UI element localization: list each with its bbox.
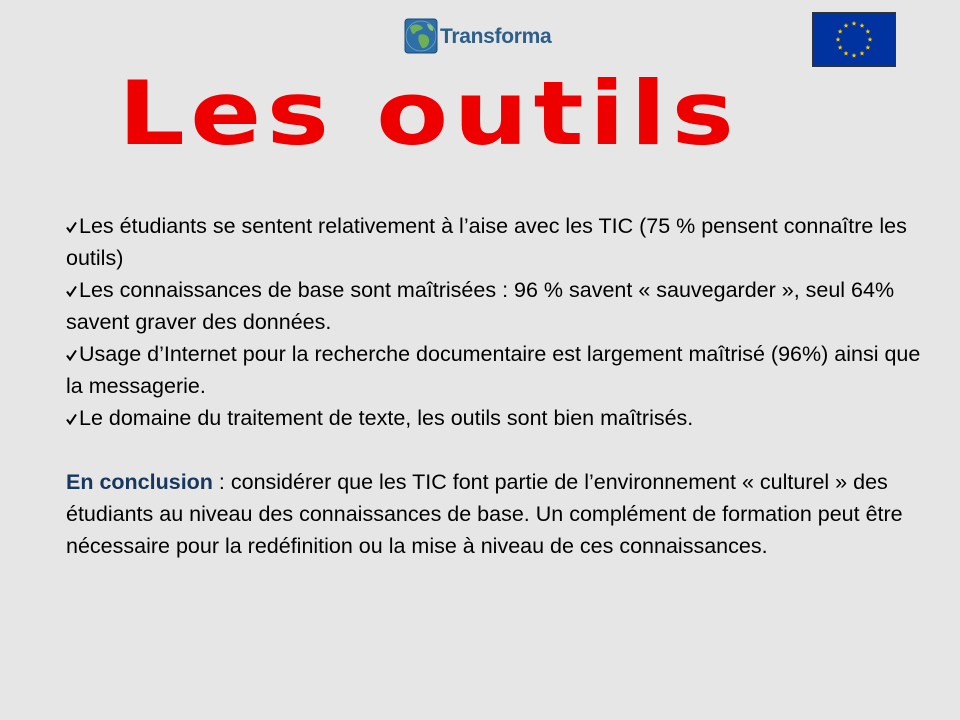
globe-icon	[404, 18, 438, 54]
checkmark-icon	[66, 413, 78, 425]
checkmark-icon	[66, 349, 78, 361]
eu-star-icon	[844, 51, 849, 56]
checkmark-icon	[66, 285, 78, 297]
eu-star-icon	[868, 37, 873, 42]
eu-star-icon	[852, 21, 857, 26]
list-item	[66, 402, 928, 434]
bullet-text: Le domaine du traitement de texte, les outils sont bien maîtrisés.	[79, 406, 694, 430]
bullet-text: Les étudiants se sentent relativement à l’aise avec les TIC (75 % pensent connaître les outils)	[66, 214, 907, 270]
eu-star-icon	[865, 29, 870, 34]
list-item	[66, 274, 928, 338]
bullet-list	[66, 210, 928, 434]
eu-star-icon	[836, 37, 841, 42]
eu-flag-icon	[812, 12, 896, 67]
eu-star-icon	[860, 51, 865, 56]
list-item	[66, 338, 928, 402]
bullet-text: Usage d’Internet pour la recherche documentaire est largement maîtrisé (96%) ainsi que la messagerie.	[66, 342, 921, 398]
logo-text: Transforma	[440, 24, 552, 48]
slide-title: Les outils	[118, 62, 740, 166]
eu-star-icon	[838, 45, 843, 50]
bullet-text: Les connaissances de base sont maîtrisées : 96 % savent « sauvegarder », seul 64% savent graver des données.	[66, 278, 895, 334]
conclusion-label: En conclusion	[66, 470, 213, 494]
eu-star-icon	[865, 45, 870, 50]
slide-content	[66, 210, 928, 562]
conclusion-text: : considérer que les TIC font partie de l’environnement « culturel » des étudiants au niveau des connaissances de base. Un complément de formation peut être nécessaire pour la redéfinition ou la mise à niveau de ces connaissances.	[66, 470, 903, 558]
eu-star-icon	[852, 53, 857, 58]
transforma-logo	[404, 18, 551, 54]
eu-star-icon	[844, 23, 849, 28]
list-item	[66, 210, 928, 274]
conclusion-paragraph	[66, 466, 928, 562]
checkmark-icon	[66, 221, 78, 233]
eu-star-icon	[838, 29, 843, 34]
eu-star-icon	[860, 23, 865, 28]
